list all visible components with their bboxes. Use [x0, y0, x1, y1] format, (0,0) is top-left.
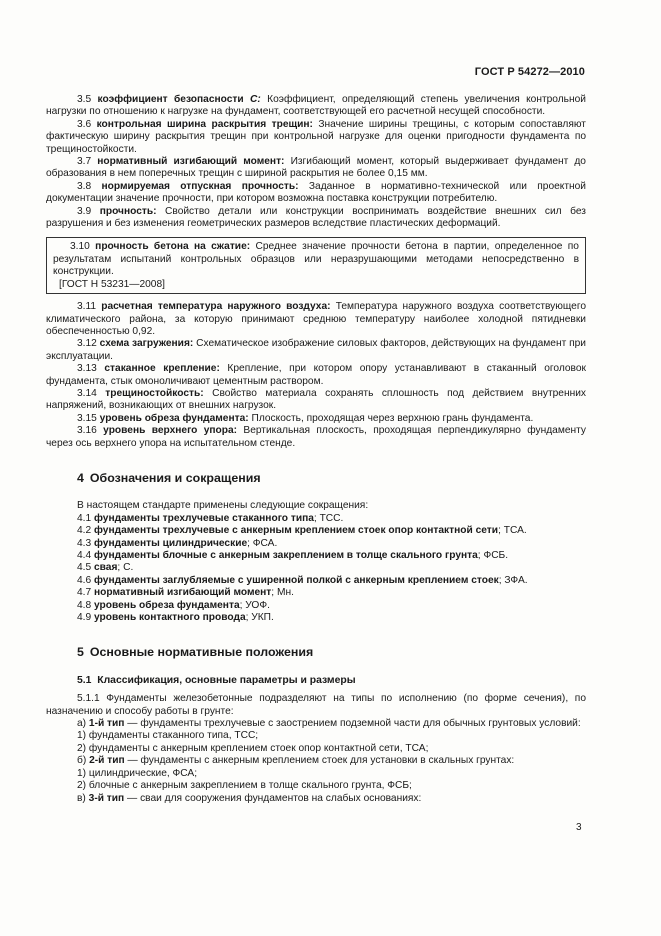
- abbreviation-item: [46, 575, 586, 587]
- abbreviation-item: [46, 538, 586, 550]
- term-text: Вертикальная плоскость, проходящая перпендикулярно фундаменту через ось верхнего упора на испытательном стенде.: [46, 425, 586, 449]
- term-reference: [ГОСТ Н 53231—2008]: [59, 278, 165, 290]
- type-2-subitem-2: 2) блочные с анкерным закреплением в толще скального грунта, ФСБ;: [77, 780, 412, 792]
- term-definition-item: [46, 301, 586, 338]
- terms-list-a: [46, 94, 586, 230]
- document-code-header: ГОСТ Р 54272—2010: [474, 66, 585, 78]
- abbreviation-code: ; С.: [117, 562, 134, 574]
- page-number: 3: [576, 822, 582, 833]
- abbreviation-term: фундаменты блочные с анкерным закреплением в толще скального грунта: [94, 550, 478, 561]
- abbreviation-list: [46, 513, 586, 625]
- term-definition-item: [46, 181, 586, 206]
- subsection-number: 5.1: [77, 674, 92, 686]
- item-label: а): [77, 718, 87, 730]
- type-2-item: [46, 755, 586, 767]
- term-definition-item: [46, 413, 586, 425]
- item-number: 4.8: [77, 599, 92, 611]
- term-name: коэффициент безопасности: [97, 94, 244, 105]
- abbreviation-term: фундаменты заглубляемые с уширенной полкой с анкерным креплением стоек: [94, 574, 499, 586]
- type-2-subitem-1: 1) цилиндрические, ФСА;: [77, 767, 198, 779]
- item-number: 4.5: [77, 562, 92, 574]
- term-name: уровень верхнего упора:: [103, 425, 238, 437]
- term-definition: Среднее значение прочности бетона в партии, определенное по результатам испытаний контрольных образцов или неразрушающими методами непосредственно в конструкции.: [53, 241, 579, 278]
- term-text: Значение ширины трещины, с которым сопоставляют фактическую ширину раскрытия трещин при контрольной нагрузке для оценки пригодности фундамента по трещиностойкости.: [46, 118, 586, 155]
- term-number: 3.5: [77, 94, 92, 105]
- type-description: — сваи для сооружения фундаментов на слабых основаниях:: [124, 792, 422, 804]
- abbreviation-code: ; УКП.: [245, 612, 274, 624]
- section-number: 4: [77, 470, 84, 485]
- abbreviation-term: фундаменты трехлучевые стаканного типа: [94, 512, 314, 524]
- type-label: 1-й тип: [88, 718, 125, 730]
- term-name: схема загружения:: [99, 338, 194, 350]
- term-name: трещиностойкость:: [105, 387, 204, 399]
- abbreviation-code: ; ФСА.: [247, 537, 278, 549]
- abbreviation-term: уровень контактного провода: [94, 612, 246, 624]
- term-text: Изгибающий момент, который выдерживает фундамент до образования в нем поперечных трещин с шириной раскрытия не более 0,15 мм.: [46, 156, 586, 180]
- term-number: 3.15: [77, 412, 97, 424]
- term-definition-item: [46, 338, 586, 363]
- boxed-term-paragraph: [53, 241, 579, 278]
- term-text: Схематическое изображение силовых факторов, действующих на фундамент при эксплуатации.: [46, 338, 586, 362]
- term-number: 3.6: [77, 118, 92, 130]
- term-text: Заданное в нормативно-технической или проектной документации значение прочности, при котором возможна поставка конструкции потребителю.: [46, 180, 586, 205]
- term-text: Плоскость, проходящая через верхнюю грань фундамента.: [251, 412, 534, 424]
- page-content: [46, 94, 586, 805]
- section-number: 5: [77, 645, 84, 660]
- terms-list-b: [46, 301, 586, 450]
- term-text: Температура наружного воздуха соответствующего климатического района, за которую принимают среднюю температуру наиболее холодной пятидневки обеспеченностью 0,92.: [46, 301, 586, 337]
- term-name: контрольная ширина раскрытия трещин:: [96, 118, 313, 130]
- type-1-subitem-2: 2) фундаменты с анкерным креплением стоек опор контактной сети, ТСА;: [77, 742, 429, 754]
- abbreviation-term: нормативный изгибающий момент: [94, 587, 272, 599]
- term-number: 3.16: [77, 425, 97, 437]
- section-4-heading: [77, 472, 586, 484]
- abbreviation-item: [46, 600, 586, 612]
- abbreviation-code: ; УОФ.: [239, 599, 270, 611]
- type-3-item: [46, 793, 586, 805]
- term-definition-item: [46, 119, 586, 156]
- term-name: прочность бетона на сжатие:: [95, 241, 251, 253]
- section-title: Основные нормативные положения: [89, 645, 314, 660]
- term-definition-item: [46, 388, 586, 413]
- section-title: Обозначения и сокращения: [89, 470, 261, 485]
- abbreviation-item: [46, 525, 586, 537]
- abbreviation-code: ; ТСА.: [498, 525, 527, 537]
- item-number: 4.9: [77, 612, 92, 624]
- item-number: 4.1: [77, 512, 92, 524]
- type-label: 2-й тип: [89, 755, 125, 767]
- type-1-item: [46, 718, 586, 730]
- term-text: Свойство материала сохранять сплошность под действием внутренних напряжений, возникающих от внешних нагрузок.: [46, 387, 586, 412]
- item-label: б): [77, 755, 87, 767]
- boxed-term-3-10: [46, 237, 586, 294]
- abbreviation-item: [46, 587, 586, 599]
- term-definition-item: [46, 363, 586, 388]
- term-number: 3.7: [77, 156, 92, 168]
- term-name: расчетная температура наружного воздуха:: [101, 301, 331, 313]
- term-number: 3.9: [77, 205, 92, 217]
- term-text: Свойство детали или конструкции воспринимать воздействие внешних сил без разрушения и без изменения геометрических размеров вследствие пластических деформаций.: [46, 205, 586, 230]
- abbreviation-term: фундаменты трехлучевые с анкерным креплением стоек опор контактной сети: [94, 525, 499, 537]
- term-definition-item: [46, 206, 586, 231]
- abbreviation-item: [46, 562, 586, 574]
- abbreviation-code: ; ФСБ.: [477, 550, 509, 561]
- abbreviation-item: [46, 612, 586, 624]
- term-text: Крепление, при котором опору устанавливают в стаканный оголовок фундамента, стык омоноличивают цементным раствором.: [46, 363, 586, 387]
- section-4-intro: В настоящем стандарте применены следующие сокращения:: [77, 500, 369, 512]
- term-definition-item: [46, 425, 586, 450]
- type-description: — фундаменты трехлучевые с заострением подземной части для обычных грунтовых условий:: [124, 718, 581, 730]
- term-number: 3.10: [70, 241, 90, 253]
- type-description: — фундаменты с анкерным креплением стоек для установки в скальных грунтах:: [124, 755, 515, 767]
- abbreviation-item: [46, 550, 586, 562]
- term-name: стаканное крепление:: [104, 363, 220, 375]
- paragraph-5-1-1: 5.1.1 Фундаменты железобетонные подразделяют на типы по исполнению (по форме сечения), по назначению и способу работы в грунте:: [46, 693, 586, 717]
- item-number: 4.7: [77, 587, 92, 599]
- term-number: 3.12: [77, 338, 97, 350]
- subsection-5-1-heading: [77, 675, 586, 687]
- term-number: 3.14: [77, 387, 97, 399]
- term-symbol: C:: [250, 94, 261, 105]
- term-number: 3.13: [77, 363, 97, 375]
- abbreviation-item: [46, 513, 586, 525]
- section-5-heading: [77, 646, 586, 658]
- term-name: прочность:: [99, 205, 157, 217]
- term-definition-item: [46, 94, 586, 119]
- term-text: Коэффициент, определяющий степень увеличения контрольной нагрузки по отношению к нагрузке на фундамент, соответствующей его расчетной несущей способности.: [46, 94, 586, 118]
- abbreviation-term: свая: [94, 562, 118, 574]
- item-label: в): [77, 792, 86, 804]
- abbreviation-term: уровень обреза фундамента: [94, 599, 240, 611]
- item-number: 4.3: [77, 537, 92, 549]
- term-definition-item: [46, 156, 586, 181]
- type-label: 3-й тип: [88, 792, 125, 804]
- abbreviation-code: ; Мн.: [271, 587, 294, 599]
- item-number: 4.6: [77, 574, 92, 586]
- abbreviation-code: ; ЗФА.: [498, 574, 528, 586]
- type-1-subitem-1: 1) фундаменты стаканного типа, ТСС;: [77, 730, 259, 742]
- subsection-title: Классификация, основные параметры и размеры: [97, 674, 356, 686]
- term-name: нормативный изгибающий момент:: [97, 156, 285, 168]
- item-number: 4.2: [77, 525, 92, 537]
- term-number: 3.8: [77, 180, 92, 192]
- term-name: нормируемая отпускная прочность:: [101, 180, 299, 192]
- term-number: 3.11: [77, 301, 97, 313]
- abbreviation-term: фундаменты цилиндрические: [94, 537, 248, 549]
- item-number: 4.4: [77, 550, 92, 561]
- term-name: уровень обреза фундамента:: [99, 412, 249, 424]
- abbreviation-code: ; ТСС.: [313, 512, 344, 524]
